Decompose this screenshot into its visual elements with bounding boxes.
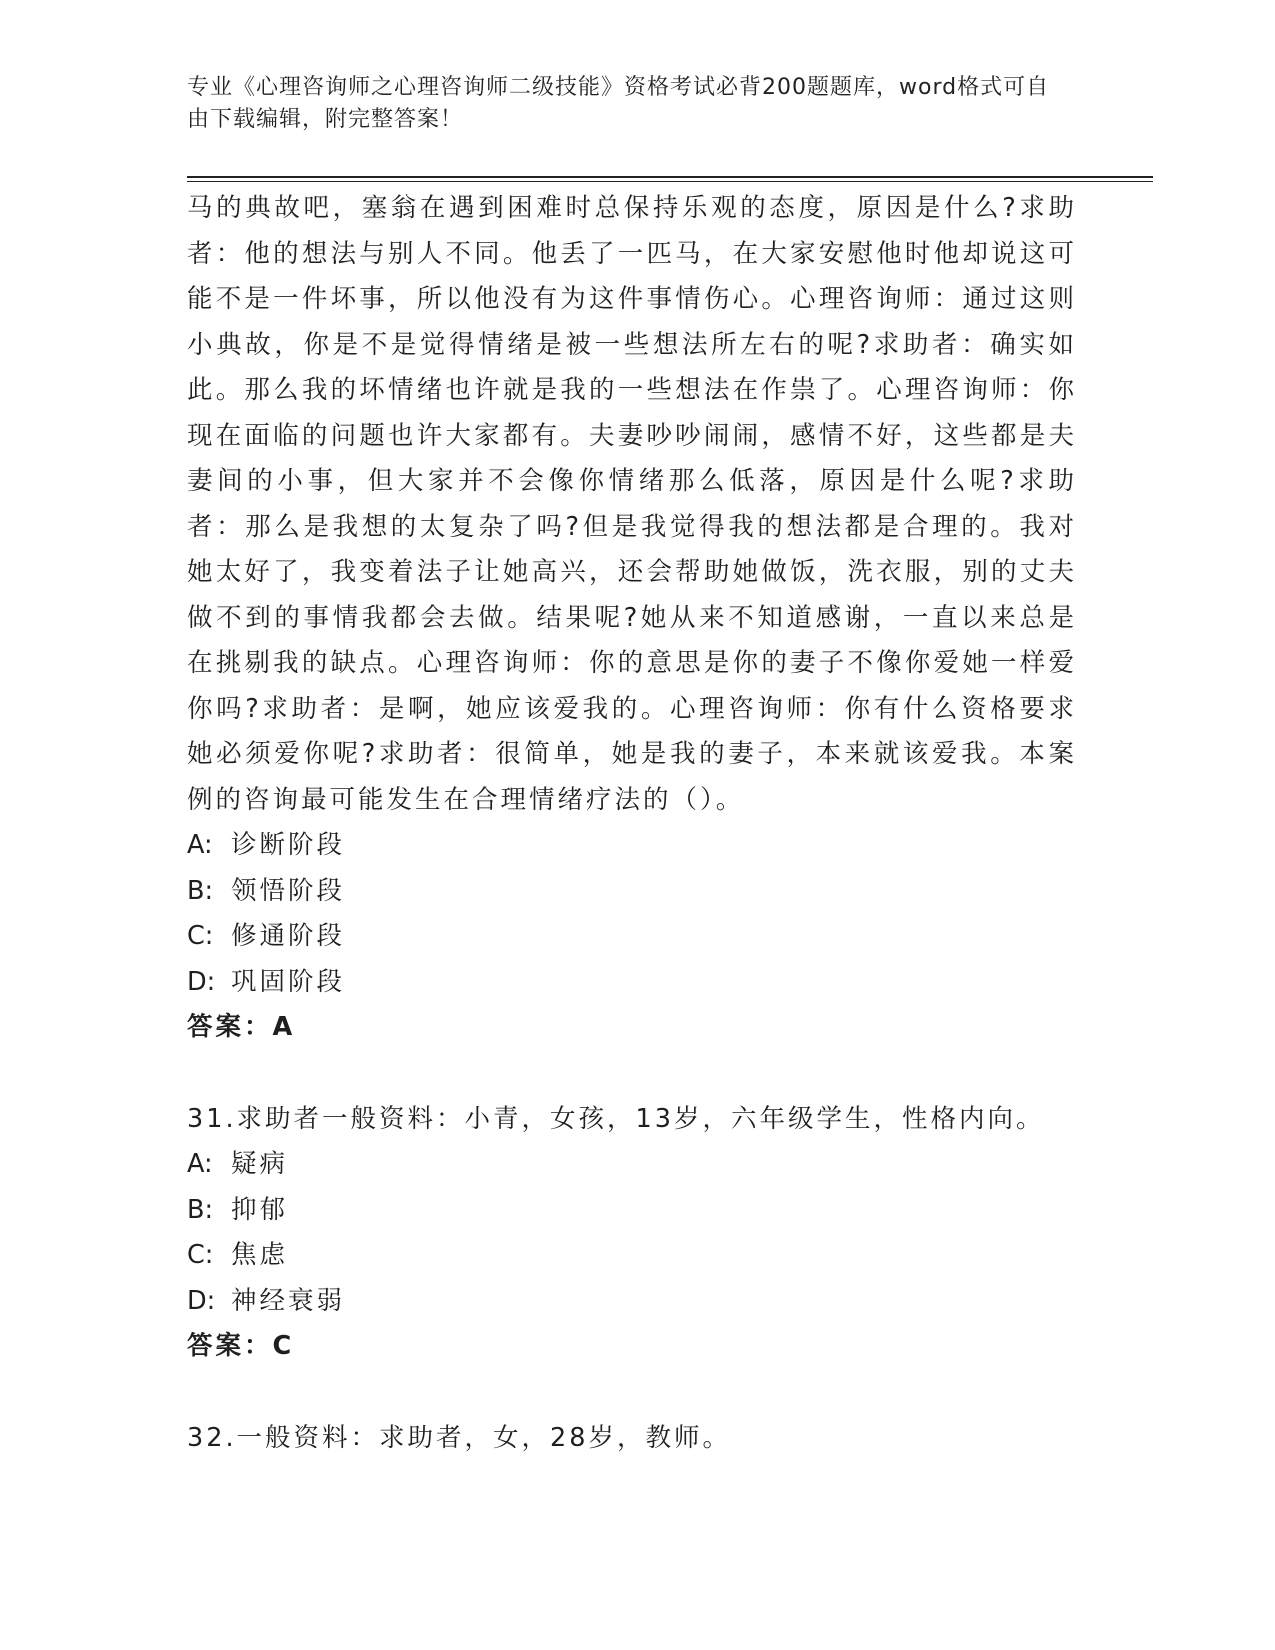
- option-key: A:: [187, 830, 213, 860]
- spacer: [187, 1051, 1077, 1097]
- option-key: C:: [187, 921, 214, 951]
- option-text: 领悟阶段: [231, 875, 346, 906]
- question-31-answer: 答案：C: [187, 1331, 295, 1361]
- question-30-option-a: [187, 823, 1077, 869]
- option-text: 疑病: [231, 1149, 289, 1179]
- option-text: 抑郁: [231, 1194, 289, 1225]
- question-31-option-b: [187, 1188, 1077, 1234]
- option-text: 焦虑: [231, 1240, 289, 1270]
- option-text: 诊断阶段: [231, 830, 346, 860]
- question-30-option-c: [187, 914, 1077, 960]
- option-key: B:: [187, 875, 214, 906]
- option-text: 神经衰弱: [231, 1285, 346, 1316]
- question-32-stem: 32.一般资料：求助者，女，28岁，教师。: [187, 1422, 732, 1453]
- question-31-option-c: [187, 1233, 1077, 1279]
- document-body: [187, 186, 1077, 1461]
- option-text: 修通阶段: [231, 921, 346, 951]
- option-key: B:: [187, 1194, 214, 1225]
- option-key: D:: [187, 966, 216, 997]
- question-30-option-d: [187, 960, 1077, 1006]
- question-30-passage: 马的典故吧，塞翁在遇到困难时总保持乐观的态度，原因是什么?求助者：他的想法与别人不同。他丢了一匹马，在大家安慰他时他却说这可能不是一件坏事，所以他没有为这件事情伤心。心理咨询师：通过这则小典故，你是不是觉得情绪是被一些想法所左右的呢?求助者：确实如此。那么我的坏情绪也许就是我的一些想法在作祟了。心理咨询师：你现在面临的问题也许大家都有。夫妻吵吵闹闹，感情不好，这些都是夫妻间的小事，但大家并不会像你情绪那么低落，原因是什么呢?求助者：那么是我想的太复杂了吗?但是我觉得我的想法都是合理的。我对她太好了，我变着法子让她高兴，还会帮助她做饭，洗衣服，别的丈夫做不到的事情我都会去做。结果呢?她从来不知道感谢，一直以来总是在挑剔我的缺点。心理咨询师：你的意思是你的妻子不像你爱她一样爱你吗?求助者：是啊，她应该爱我的。心理咨询师：你有什么资格要求她必须爱你呢?求助者：很简单，她是我的妻子，本来就该爱我。本案例的咨询最可能发生在合理情绪疗法的（）。: [187, 193, 1077, 815]
- question-31-stem: 31.求助者一般资料：小青，女孩，13岁，六年级学生，性格内向。: [187, 1103, 1045, 1134]
- option-text: 巩固阶段: [231, 966, 346, 997]
- question-30-option-b: [187, 869, 1077, 915]
- question-31-option-d: [187, 1279, 1077, 1325]
- option-key: A:: [187, 1149, 213, 1179]
- page-header: 专业《心理咨询师之心理咨询师二级技能》资格考试必背200题题库，word格式可自由下载编辑，附完整答案！: [187, 75, 1050, 132]
- option-key: C:: [187, 1240, 214, 1270]
- question-30-answer: 答案：A: [187, 1012, 296, 1042]
- option-key: D:: [187, 1285, 216, 1316]
- spacer: [187, 1370, 1077, 1416]
- header-divider: [187, 176, 1153, 182]
- question-31-option-a: [187, 1142, 1077, 1188]
